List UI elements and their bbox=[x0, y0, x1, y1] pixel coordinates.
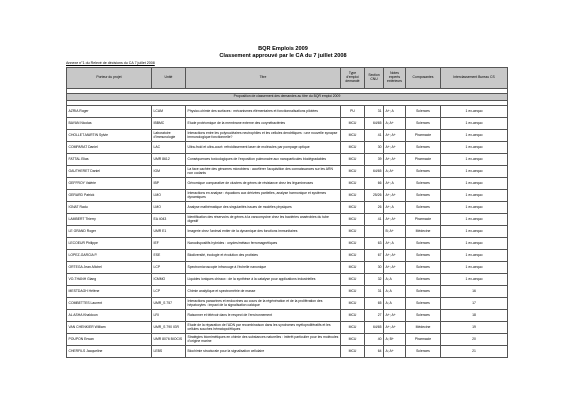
porteur-cell: POUPON Erwan bbox=[67, 334, 152, 346]
classement-cell: 1 ex-aequo bbox=[441, 106, 508, 118]
composante-cell: Médecine bbox=[406, 322, 441, 334]
titre-cell: Physico-chimie des surfaces : mécanismes élémentaires et fonctionnalisations pilotées bbox=[186, 106, 341, 118]
section-cell: 65 bbox=[365, 298, 384, 310]
porteur-cell: AL ASHA Khaldoun bbox=[67, 310, 152, 322]
composante-cell: Sciences bbox=[406, 250, 441, 262]
notes-cell: A; B+ bbox=[384, 334, 406, 346]
porteur-cell: LECOEUR Philippe bbox=[67, 238, 152, 250]
porteur-cell: CHOLLET-MARTIN Sylvie bbox=[67, 130, 152, 142]
unite-cell: LEBS bbox=[152, 346, 186, 358]
notes-cell: A+; A+ bbox=[384, 190, 406, 202]
porteur-cell: LAMBERT Thierry bbox=[67, 214, 152, 226]
table-row bbox=[67, 226, 508, 238]
type-cell: MCU bbox=[341, 190, 365, 202]
composante-cell: Sciences bbox=[406, 238, 441, 250]
composante-cell: Pharmacie bbox=[406, 214, 441, 226]
type-cell: PU bbox=[341, 106, 365, 118]
table-row bbox=[67, 202, 508, 214]
titre-cell: Liquides ioniques chiraux : de la synthèse à la catalyse pour applications industrielles bbox=[186, 274, 341, 286]
composante-cell: Sciences bbox=[406, 118, 441, 130]
header-cell: Titre bbox=[186, 68, 341, 89]
classement-cell: 1 ex-aequo bbox=[441, 262, 508, 274]
composante-cell: Sciences bbox=[406, 298, 441, 310]
titre-cell: Chimie analytique et spectrométrie de masse bbox=[186, 286, 341, 298]
section-cell: 26 bbox=[365, 202, 384, 214]
porteur-cell: MESTDAGH Hélène bbox=[67, 286, 152, 298]
unite-cell: ICMMO bbox=[152, 274, 186, 286]
ranking-table bbox=[66, 67, 508, 358]
section-cell: 64 bbox=[365, 346, 384, 358]
section-cell: 64/65 bbox=[365, 118, 384, 130]
notes-cell: A+; A bbox=[384, 106, 406, 118]
titre-cell: La face cachée des génomes microbiens : accélérer l'acquisition des connaissances sur les ARN non codants bbox=[186, 166, 341, 178]
porteur-cell: VAN CHENKIER William bbox=[67, 322, 152, 334]
notes-cell: A+; A+ bbox=[384, 250, 406, 262]
table-row bbox=[67, 142, 508, 154]
section-cell: 63 bbox=[365, 238, 384, 250]
table-header-row bbox=[67, 68, 508, 89]
section-cell: 31 bbox=[365, 286, 384, 298]
table-row bbox=[67, 214, 508, 226]
composante-cell: Sciences bbox=[406, 106, 441, 118]
titre-cell: Biodiversité, écologie et évolution des protistes bbox=[186, 250, 341, 262]
porteur-cell: CHERFILS Jacqueline bbox=[67, 346, 152, 358]
unite-cell: LRI bbox=[152, 310, 186, 322]
section-cell: 30 bbox=[365, 142, 384, 154]
unite-cell: ESE bbox=[152, 250, 186, 262]
unite-cell: Laboratoire d'immunologie bbox=[152, 130, 186, 142]
porteur-cell: GERARD Patrick bbox=[67, 190, 152, 202]
notes-cell: A+; A+ bbox=[384, 154, 406, 166]
table-row bbox=[67, 322, 508, 334]
classement-cell: 1 ex-aequo bbox=[441, 238, 508, 250]
porteur-cell: BAYAN Nicolas bbox=[67, 118, 152, 130]
type-cell: MCU bbox=[341, 142, 365, 154]
classement-cell: 1 ex-aequo bbox=[441, 118, 508, 130]
classement-cell: 1 ex-aequo bbox=[441, 190, 508, 202]
unite-cell: UMR 8076 BIOCIS bbox=[152, 334, 186, 346]
porteur-cell: ORTEGA Jean-Michel bbox=[67, 262, 152, 274]
composante-cell: Sciences bbox=[406, 178, 441, 190]
porteur-cell: AZRIA Roger bbox=[67, 106, 152, 118]
section-cell: 39 bbox=[365, 154, 384, 166]
porteur-cell: LOPEZ-GARCIA P. bbox=[67, 250, 152, 262]
porteur-cell: COMPARAT Daniel bbox=[67, 142, 152, 154]
table-row bbox=[67, 286, 508, 298]
porteur-cell: IGNAT Radu bbox=[67, 202, 152, 214]
unite-cell: UMR_S 757 bbox=[152, 298, 186, 310]
unite-cell: UMR 8612 bbox=[152, 154, 186, 166]
table-row bbox=[67, 178, 508, 190]
notes-cell: A+; A+ bbox=[384, 262, 406, 274]
composante-cell: Sciences bbox=[406, 202, 441, 214]
unite-cell: LCP bbox=[152, 262, 186, 274]
titre-cell: Stratégies biomimétiques en chimie des substances naturelles : intérêt particulier pour les molécules d'origine marine bbox=[186, 334, 341, 346]
type-cell: MCU bbox=[341, 310, 365, 322]
titre-cell: Spectromicroscopie infrarouge à l'échelle nanonique bbox=[186, 262, 341, 274]
composante-cell: Sciences bbox=[406, 190, 441, 202]
porteur-cell: LE GRAND Roger bbox=[67, 226, 152, 238]
section-cell: 32 bbox=[365, 274, 384, 286]
table-row bbox=[67, 118, 508, 130]
composante-cell: Sciences bbox=[406, 310, 441, 322]
classement-cell: 1 ex-aequo bbox=[441, 178, 508, 190]
section-cell: 67 bbox=[365, 250, 384, 262]
type-cell: MCU bbox=[341, 286, 365, 298]
header-cell: Unité bbox=[152, 68, 186, 89]
document-title: BQR Emplois 2009 bbox=[258, 46, 308, 52]
classement-cell: 1 ex-aequo bbox=[441, 130, 508, 142]
classement-cell: 1 ex-aequo bbox=[441, 202, 508, 214]
classement-cell: 20 bbox=[441, 334, 508, 346]
notes-cell: A; A+ bbox=[384, 166, 406, 178]
unite-cell: UMR E1 bbox=[152, 226, 186, 238]
type-cell: MCU bbox=[341, 334, 365, 346]
notes-cell: A+; A bbox=[384, 178, 406, 190]
composante-cell: Sciences bbox=[406, 286, 441, 298]
unite-cell: EA 4043 bbox=[152, 214, 186, 226]
header-cell: Type d'emploi demandé bbox=[341, 68, 365, 89]
porteur-cell: FATTAL Elias bbox=[67, 154, 152, 166]
section-cell: 27 bbox=[365, 310, 384, 322]
table-row bbox=[67, 130, 508, 142]
notes-cell: A+; A+ bbox=[384, 322, 406, 334]
titre-cell: Etude de la réparation de l'ADN par recombinaison dans les syndromes myéloprolifératifs et les cellules souches hématopoïétiques bbox=[186, 322, 341, 334]
composante-cell: Sciences bbox=[406, 346, 441, 358]
table-row bbox=[67, 190, 508, 202]
porteur-cell: VO-THANH Giang bbox=[67, 274, 152, 286]
section-cell: 41 bbox=[365, 130, 384, 142]
notes-cell: A+; A+ bbox=[384, 130, 406, 142]
classement-cell: 18 bbox=[441, 310, 508, 322]
notes-cell: A+; A bbox=[384, 202, 406, 214]
type-cell: MCU bbox=[341, 166, 365, 178]
type-cell: MCU bbox=[341, 202, 365, 214]
notes-cell: A+; A+ bbox=[384, 214, 406, 226]
porteur-cell: COMBETTES Laurent bbox=[67, 298, 152, 310]
type-cell: MCU bbox=[341, 130, 365, 142]
section-cell: 66 bbox=[365, 178, 384, 190]
unite-cell: LAC bbox=[152, 142, 186, 154]
classement-cell: 1 ex-aequo bbox=[441, 274, 508, 286]
table-row bbox=[67, 310, 508, 322]
unite-cell: LCP bbox=[152, 286, 186, 298]
section-label: Proposition de classement des demandes au titre du BQR emploi 2009 bbox=[67, 94, 508, 101]
type-cell: MCU bbox=[341, 298, 365, 310]
titre-cell: Imagerie chez l'animal entier de la dynamique des fonctions immunitaires bbox=[186, 226, 341, 238]
header-cell: Section CNU bbox=[365, 68, 384, 89]
titre-cell: Analyse mathématique des singularités issues de modèles physiques bbox=[186, 202, 341, 214]
composante-cell: Sciences bbox=[406, 166, 441, 178]
type-cell: MCU bbox=[341, 274, 365, 286]
annex-note: Annexe n°1 du Relevé de décisions du CA 7 juillet 2008 bbox=[66, 61, 155, 65]
notes-cell: A; A bbox=[384, 274, 406, 286]
header-cell: Composantes bbox=[406, 68, 441, 89]
porteur-cell: GEFFROY Valérie bbox=[67, 178, 152, 190]
table-row bbox=[67, 154, 508, 166]
table-row bbox=[67, 238, 508, 250]
titre-cell: Nanodispositifs hybrides : oxydes/métaux ferromagnétiques bbox=[186, 238, 341, 250]
composante-cell: Pharmacie bbox=[406, 130, 441, 142]
type-cell: MCU bbox=[341, 118, 365, 130]
section-cell: 64/65 bbox=[365, 322, 384, 334]
table-row bbox=[67, 106, 508, 118]
unite-cell: IGM bbox=[152, 166, 186, 178]
table-row bbox=[67, 298, 508, 310]
notes-cell: A; A+ bbox=[384, 346, 406, 358]
titre-cell: Génomique comparative de clusters de gènes de résistance chez les légumineuses bbox=[186, 178, 341, 190]
titre-cell: Interactions paracrines et endocrines au cours de la régénération et de la prolifération des hépatocytes : impact de la signalisation calcique bbox=[186, 298, 341, 310]
type-cell: MCU bbox=[341, 214, 365, 226]
notes-cell: A; A+ bbox=[384, 118, 406, 130]
type-cell: MCU bbox=[341, 250, 365, 262]
section-row bbox=[67, 94, 508, 101]
section-cell: 30 bbox=[365, 262, 384, 274]
notes-cell: A; A bbox=[384, 298, 406, 310]
classement-cell: 1 ex-aequo bbox=[441, 214, 508, 226]
classement-cell: 1 ex-aequo bbox=[441, 166, 508, 178]
table-row bbox=[67, 274, 508, 286]
type-cell: MCU bbox=[341, 322, 365, 334]
composante-cell: Pharmacie bbox=[406, 334, 441, 346]
titre-cell: Ultra-froid et ultra-court: refroidissement laser de molécules par pompage optique bbox=[186, 142, 341, 154]
porteur-cell: GAUTHERET Daniel bbox=[67, 166, 152, 178]
table-row bbox=[67, 334, 508, 346]
notes-cell: A; A bbox=[384, 286, 406, 298]
notes-cell: A+; A+ bbox=[384, 142, 406, 154]
section-cell bbox=[365, 226, 384, 238]
header-cell: Porteur du projet bbox=[67, 68, 152, 89]
header-cell: Interclassement Bureau CS bbox=[441, 68, 508, 89]
titre-cell: Interactions entre les polynucléaires neutrophiles et les cellules dendritiques : une nouvelle synapse immunologique fonctionnelle? bbox=[186, 130, 341, 142]
unite-cell: LCAM bbox=[152, 106, 186, 118]
notes-cell: B; A+ bbox=[384, 226, 406, 238]
type-cell: MCU bbox=[341, 154, 365, 166]
unite-cell: IEF bbox=[152, 238, 186, 250]
section-cell: 31 bbox=[365, 106, 384, 118]
titre-cell: Raisonner et télévoir dans le respect de l'environnement bbox=[186, 310, 341, 322]
classement-cell: 17 bbox=[441, 298, 508, 310]
unite-cell: UMR_S 790 IGR bbox=[152, 322, 186, 334]
table-row bbox=[67, 166, 508, 178]
classement-cell: 19 bbox=[441, 322, 508, 334]
classement-cell: 1 ex-aequo bbox=[441, 142, 508, 154]
section-cell: 64/65 bbox=[365, 166, 384, 178]
section-cell: 25/26 bbox=[365, 190, 384, 202]
table-row bbox=[67, 250, 508, 262]
classement-cell: 21 bbox=[441, 346, 508, 358]
composante-cell: Sciences bbox=[406, 274, 441, 286]
classement-cell: 1 ex-aequo bbox=[441, 250, 508, 262]
type-cell: MCU bbox=[341, 178, 365, 190]
titre-cell: Etude protéomique de la membrane externe des corynébactéries bbox=[186, 118, 341, 130]
type-cell: MCU bbox=[341, 226, 365, 238]
classement-cell: 1 ex-aequo bbox=[441, 154, 508, 166]
titre-cell: Biochimie structurale pour la signalisation cellulaire bbox=[186, 346, 341, 358]
document-subtitle: Classement approuvé par le CA du 7 juillet 2008 bbox=[219, 53, 347, 59]
type-cell: MCU bbox=[341, 346, 365, 358]
composante-cell: Pharmacie bbox=[406, 154, 441, 166]
unite-cell: LMO bbox=[152, 190, 186, 202]
header-cell: Notes experts extérieurs bbox=[384, 68, 406, 89]
classement-cell: 1 ex-aequo bbox=[441, 226, 508, 238]
titre-cell: Interactions en analyse : équations aux dérivées partielles, analyse harmonique et systèmes dynamiques bbox=[186, 190, 341, 202]
section-cell: 41 bbox=[365, 214, 384, 226]
classement-cell: 16 bbox=[441, 286, 508, 298]
notes-cell: A+; A bbox=[384, 238, 406, 250]
type-cell: MCU bbox=[341, 238, 365, 250]
type-cell: MCU bbox=[341, 262, 365, 274]
section-cell: 40 bbox=[365, 334, 384, 346]
composante-cell: Sciences bbox=[406, 262, 441, 274]
table-row bbox=[67, 262, 508, 274]
unite-cell: IBP bbox=[152, 178, 186, 190]
titre-cell: Identification des réservoirs de gènes à la vancomycine chez les bactéries anaérobies du tube digestif bbox=[186, 214, 341, 226]
titre-cell: Conséquences toxicologiques de l'exposition pulmonaire aux nanoparticules biodégradables bbox=[186, 154, 341, 166]
composante-cell: Médecine bbox=[406, 226, 441, 238]
table-row bbox=[67, 346, 508, 358]
unite-cell: IBBMC bbox=[152, 118, 186, 130]
unite-cell: LMO bbox=[152, 202, 186, 214]
notes-cell: A+; A+ bbox=[384, 310, 406, 322]
composante-cell: Sciences bbox=[406, 142, 441, 154]
